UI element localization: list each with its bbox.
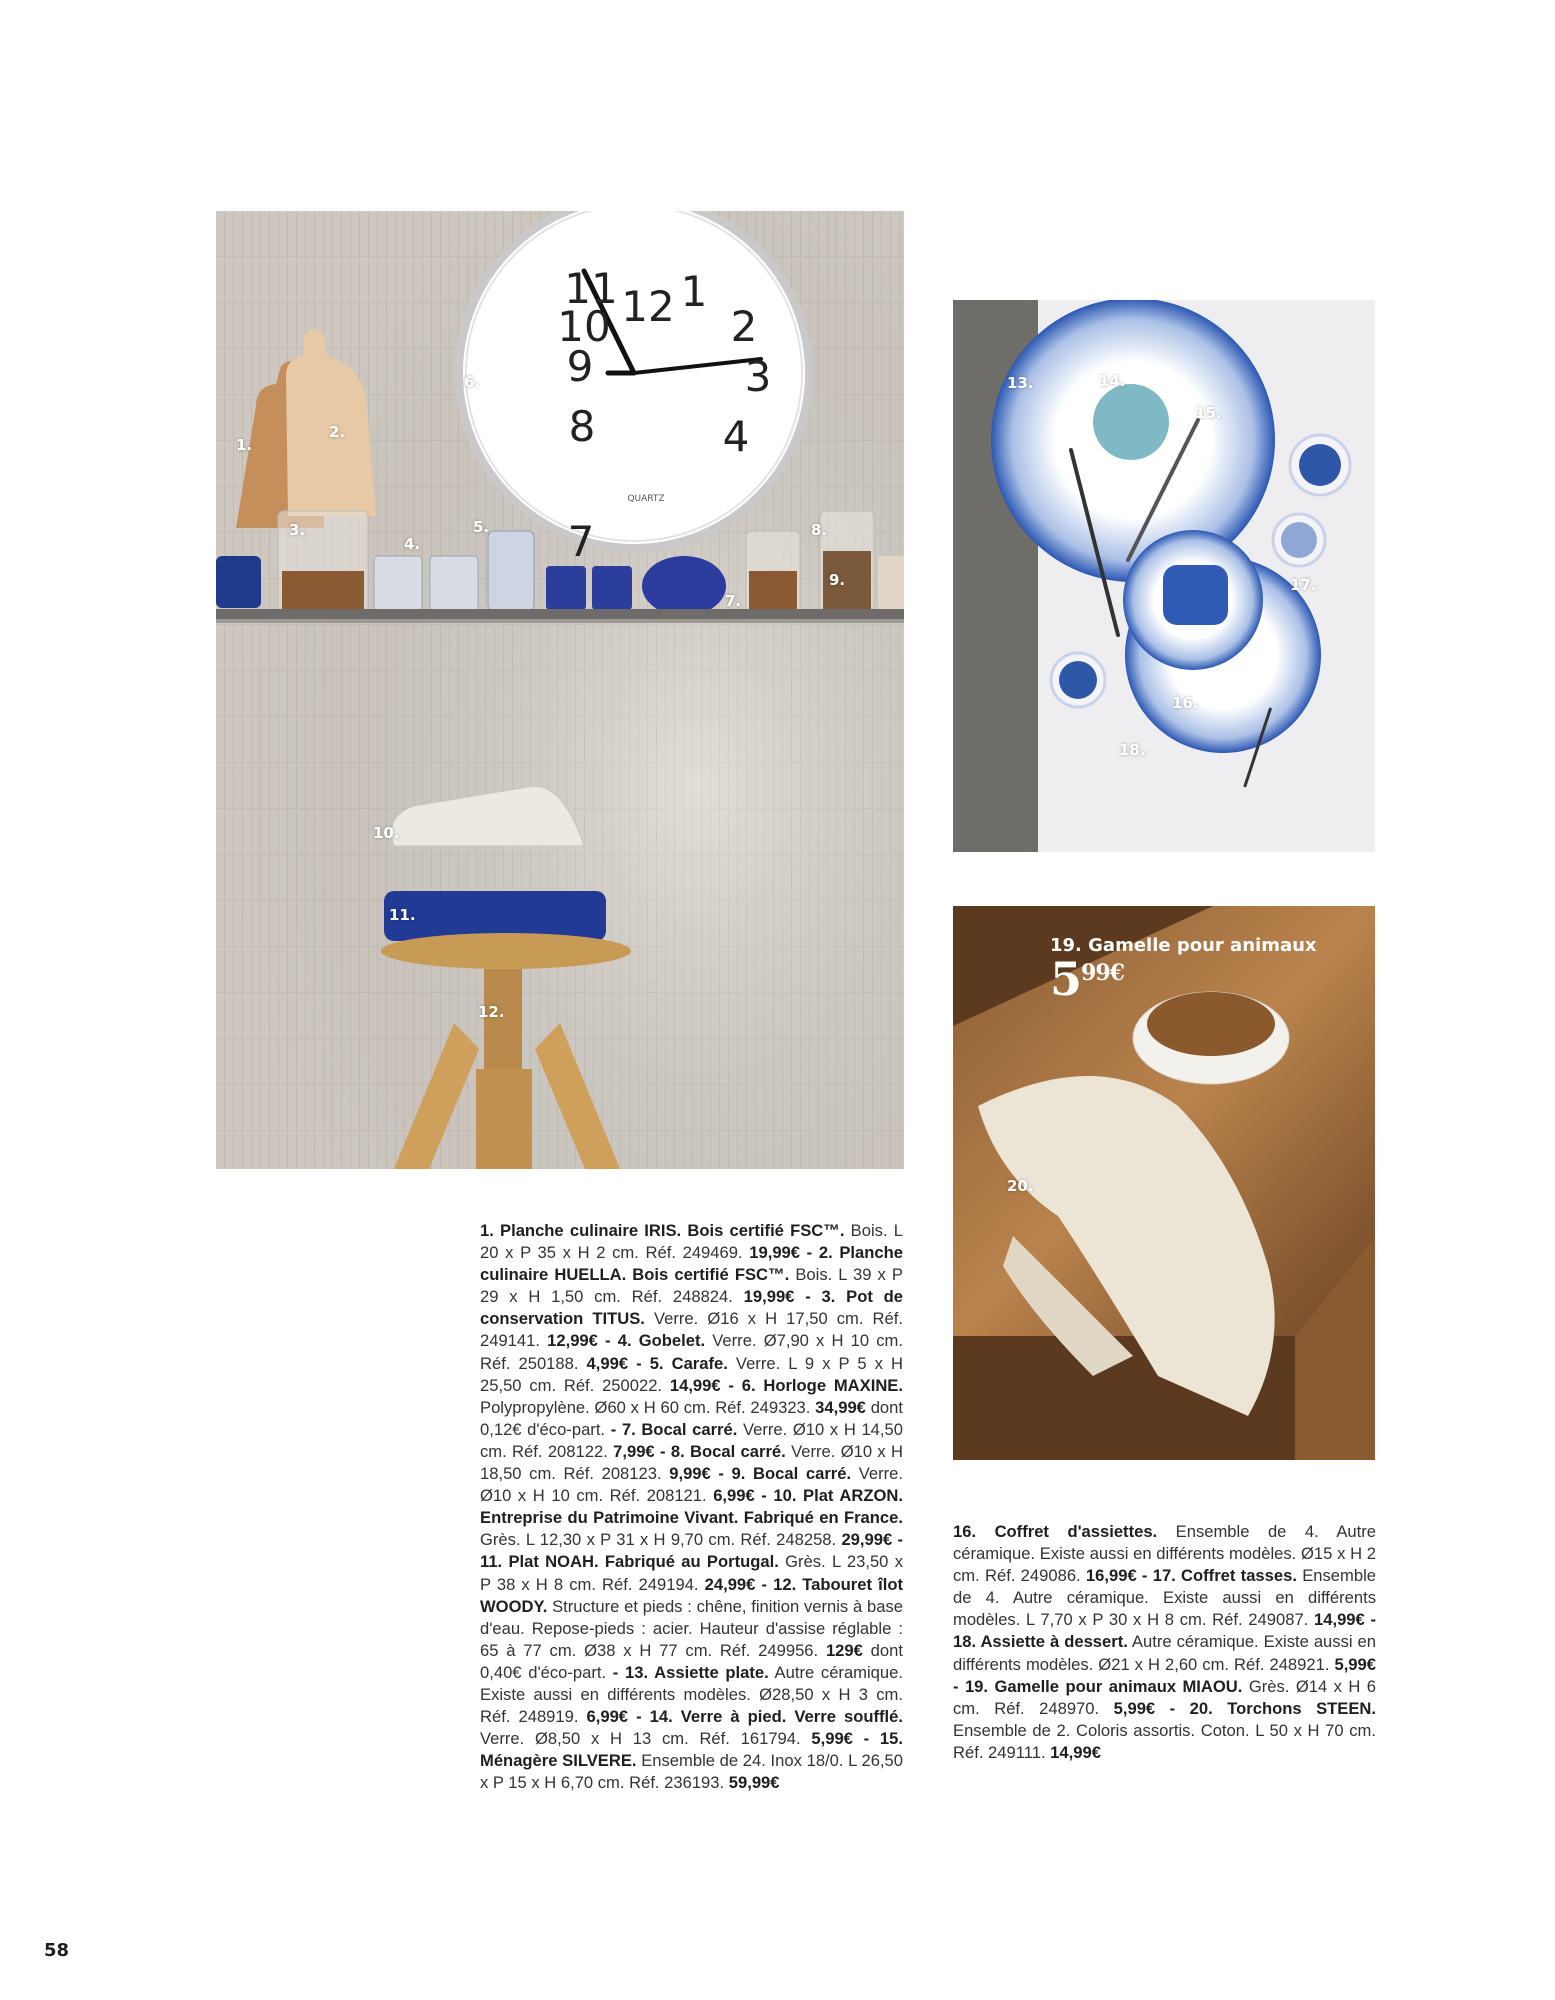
promo-price: $5^{99€}$ [1050,952,1124,1006]
caption-text-segment: Ensemble de 4. Autre céramique. Existe aussi en différents modèles. L 7,70 x P 30 x H 8 cm. Réf. 249087. [953,1566,1376,1630]
caption-text-segment: Bois. L 39 x P 29 x H 1,50 cm. Réf. 248824. [480,1265,903,1307]
caption-text-segment: Verre. Ø7,90 x H 10 cm. Réf. 250188. [480,1331,903,1373]
caption-bold-segment: 19,99€ - 3. Pot de conservation TITUS. [480,1287,903,1329]
caption-text-segment: Verre. Ø8,50 x H 13 cm. Réf. 161794. [480,1729,812,1749]
caption-text-segment: Verre. L 9 x P 5 x H 25,50 cm. Réf. 250022. [480,1353,903,1395]
kitchen-shelf-illustration [216,211,904,1169]
caption-bold-segment: 5,99€ - 20. Torchons STEEN. [1113,1698,1376,1718]
caption-bold-segment: 9,99€ - 9. Bocal carré. [669,1464,852,1484]
caption-text-segment: Ensemble de 4. Autre céramique. Existe aussi en différents modèles. Ø15 x H 2 cm. Réf. 249086. [953,1522,1376,1586]
item-label: 18. [1119,741,1146,759]
caption-bold-segment: 14,99€ - 18. Assiette à dessert. [953,1610,1376,1652]
item-label: 17. [1290,576,1317,594]
item-label: 9. [829,571,846,589]
item-label: 5. [473,518,490,536]
caption-bold-segment: 16. Coffret d'assiettes. [953,1522,1158,1541]
caption-text-segment: Ensemble de 24. Inox 18/0. L 26,50 x P 15 x H 6,70 cm. Réf. 236193. [480,1751,903,1793]
caption-bold-segment: 24,99€ - 12. Tabouret îlot WOODY. [480,1574,903,1616]
caption-text-segment: Verre. Ø10 x H 10 cm. Réf. 208121. [480,1464,903,1506]
caption-text-segment: Autre céramique. Existe aussi en différents modèles. Ø28,50 x H 3 cm. Réf. 248919. [480,1662,903,1727]
promo-title: 19. Gamelle pour animaux [1050,935,1317,956]
item-label: 20. [1007,1177,1034,1195]
caption-text-segment: Grès. L 23,50 x P 38 x H 8 cm. Réf. 249194. [480,1552,903,1594]
caption-bold-segment: 4,99€ - 5. Carafe. [586,1353,728,1373]
pet-bowl-photo [953,906,1375,1460]
item-label: 3. [289,521,306,539]
caption-left [480,1220,903,1794]
caption-text-segment: Bois. L 20 x P 35 x H 2 cm. Réf. 249469. [480,1221,903,1263]
caption-text-segment: Verre. Ø16 x H 17,50 cm. Réf. 249141. [480,1309,903,1351]
caption-text-segment: Grès. Ø14 x H 6 cm. Réf. 248970. [953,1676,1376,1718]
caption-bold-segment: 59,99€ [728,1773,780,1793]
svg-text:7: 7 [567,517,595,566]
svg-text:10: 10 [557,302,611,351]
item-label: 1. [236,436,253,454]
caption-text-segment: dont 0,12€ d'éco-part. [480,1397,903,1439]
caption-bold-segment: 5,99€ - 15. Ménagère SILVERE. [480,1729,903,1771]
caption-bold-segment: 19,99€ - 2. Planche culinaire HUELLA. Bois certifié FSC™. [480,1243,903,1285]
caption-bold-segment: 34,99€ [815,1397,866,1417]
caption-text-segment: Polypropylène. Ø60 x H 60 cm. Réf. 249323. [480,1397,816,1417]
svg-text:3: 3 [744,352,772,401]
caption-bold-segment: 1. Planche culinaire IRIS. Bois certifié FSC™. [480,1221,845,1240]
caption-bold-segment: 14,99€ - 6. Horloge MAXINE. [669,1375,903,1395]
svg-text:4: 4 [722,412,750,461]
caption-text-segment: Ensemble de 2. Coloris assortis. Coton. L 50 x H 70 cm. Réf. 249111. [953,1720,1376,1762]
item-label: 7. [725,592,742,610]
caption-bold-segment: 12,99€ - 4. Gobelet. [547,1331,706,1351]
svg-text:1: 1 [680,267,708,316]
item-label: 11. [389,906,416,924]
caption-bold-segment: 29,99€ - 11. Plat NOAH. Fabriqué au Portugal. [480,1530,904,1572]
svg-text:11: 11 [564,264,618,313]
item-label: 14. [1099,372,1126,390]
tableware-photo [953,300,1375,852]
item-label: 13. [1007,374,1034,392]
caption-text-segment: Structure et pieds : chêne, finition vernis à base d'eau. Repose-pieds : acier. Hauteur d'assise réglable : 65 à 77 cm. Ø38 x H 77 cm. Réf. 249956. [480,1596,903,1660]
kitchen-shelf-photo [216,211,904,1169]
clock-brand-text: QUARTZ [627,494,665,504]
caption-bold-segment: 129€ [825,1640,863,1660]
caption-text-segment: Verre. Ø10 x H 18,50 cm. Réf. 208123. [480,1441,904,1484]
svg-text:2: 2 [730,302,758,351]
caption-bold-segment: 5,99€ - 19. Gamelle pour animaux MIAOU. [953,1654,1376,1696]
caption-bold-segment: 6,99€ - 10. Plat ARZON. Entreprise du Patrimoine Vivant. Fabriqué en France. [480,1486,903,1528]
item-label: 12. [478,1003,505,1021]
svg-text:12: 12 [621,282,675,331]
item-label: 4. [404,535,421,553]
caption-bold-segment: 14,99€ [1050,1742,1101,1762]
caption-bold-segment: 7,99€ - 8. Bocal carré. [613,1441,786,1461]
caption-bold-segment: - 13. Assiette plate. [612,1662,769,1682]
caption-bold-segment: 16,99€ - 17. Coffret tasses. [1085,1566,1297,1586]
caption-right [953,1521,1376,1764]
page-number: 58 [44,1940,70,1961]
svg-text:8: 8 [568,402,596,451]
item-label: 15. [1195,404,1222,422]
caption-bold-segment: - 7. Bocal carré. [610,1419,738,1439]
caption-text-segment: Grès. L 12,30 x P 31 x H 9,70 cm. Réf. 248258. [480,1530,842,1550]
item-label: 10. [373,824,400,842]
item-label: 16. [1172,694,1199,712]
caption-bold-segment: 6,99€ - 14. Verre à pied. Verre soufflé. [586,1707,903,1727]
svg-text:9: 9 [566,342,594,391]
caption-text-segment: dont 0,40€ d'éco-part. [480,1640,903,1682]
caption-text-segment: Verre. Ø10 x H 14,50 cm. Réf. 208122. [480,1419,903,1461]
item-label: 6. [464,373,481,391]
caption-text-segment: Autre céramique. Existe aussi en différents modèles. Ø21 x H 2,60 cm. Réf. 248921. [953,1632,1377,1674]
item-label: 2. [329,423,346,441]
item-label: 8. [811,521,828,539]
